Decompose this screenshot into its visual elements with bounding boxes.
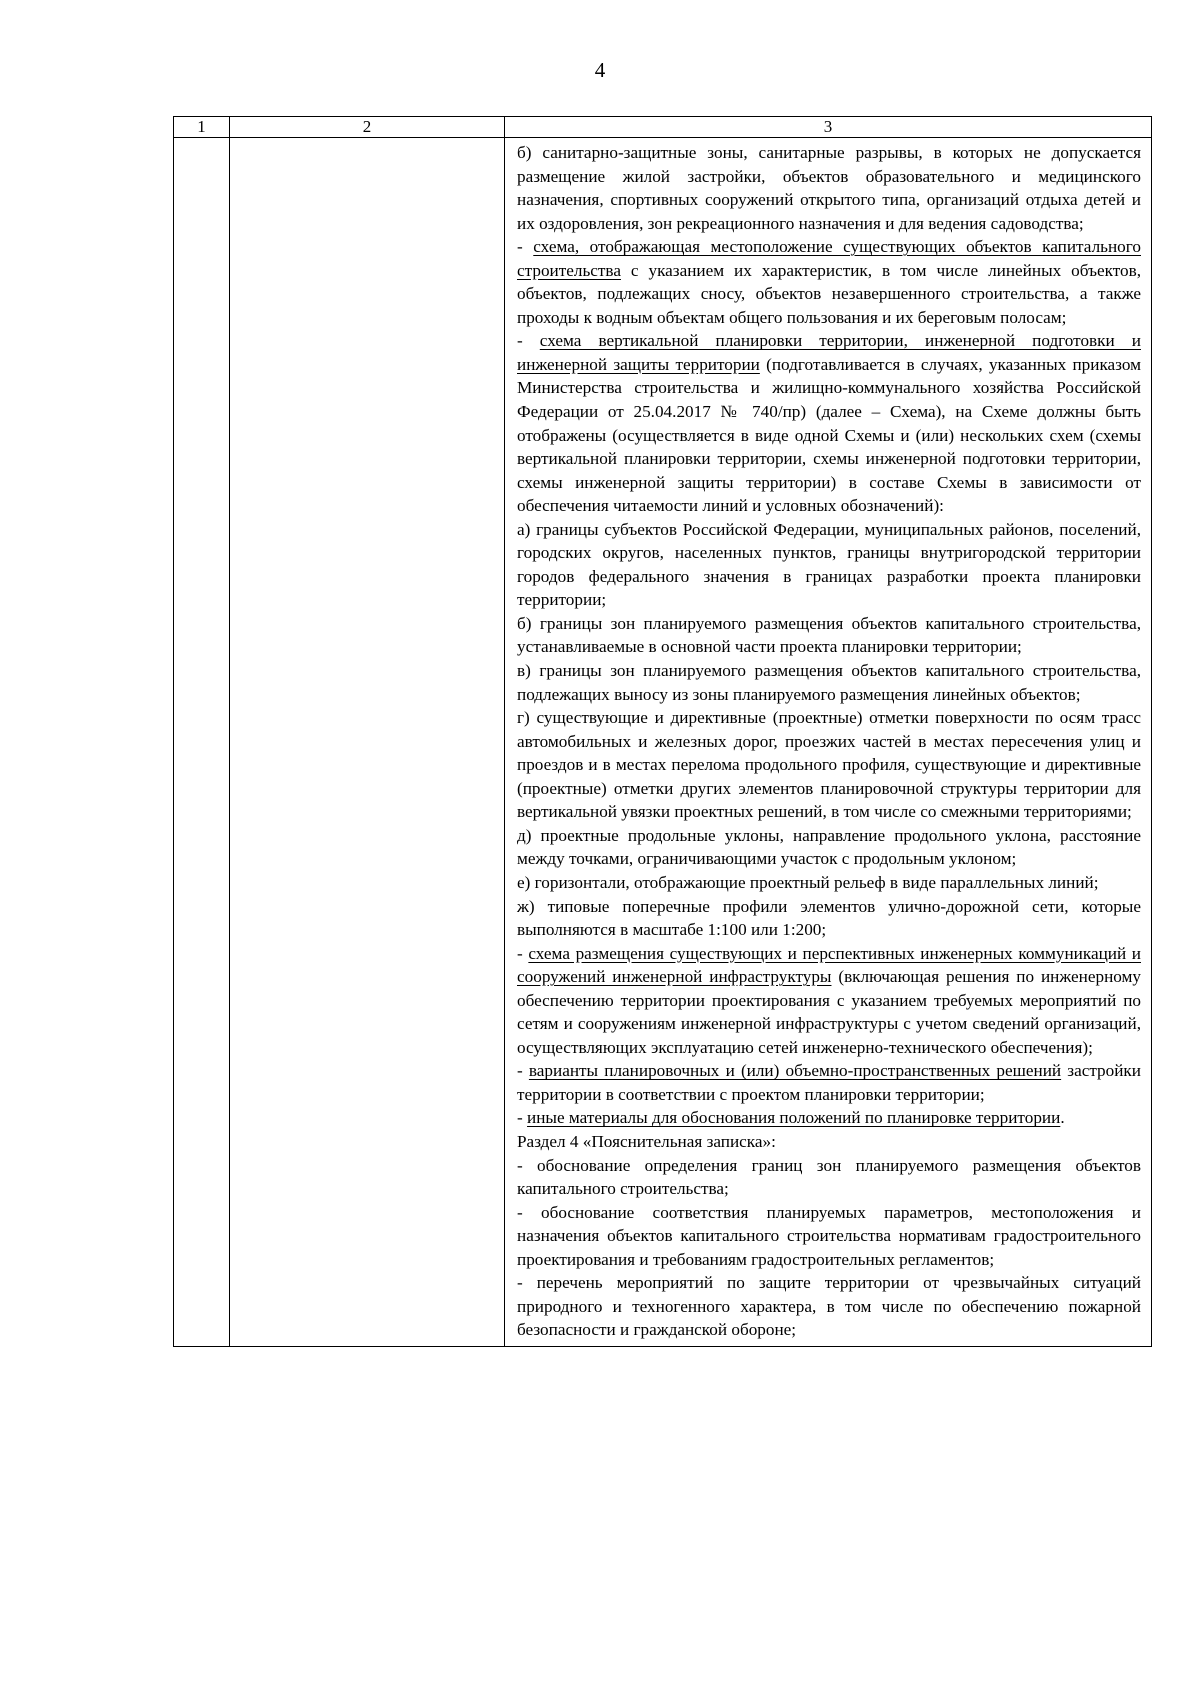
underlined-term: варианты планировочных и (или) объемно-пространственных решений <box>528 1061 1062 1081</box>
column-header-2: 2 <box>230 117 505 138</box>
table-row <box>174 138 1152 1347</box>
paragraph <box>517 895 1141 942</box>
paragraph <box>517 942 1141 1060</box>
paragraph-text: б) границы зон планируемого размещения объектов капитального строительства, устанавливаемые в основной части проекта планировки территории; <box>517 613 1141 657</box>
paragraph-text: - перечень мероприятий по защите территории от чрезвычайных ситуаций природного и техногенного характера, в том числе по обеспечению пожарной безопасности и гражданской обороне; <box>517 1273 1141 1340</box>
paragraph <box>517 1154 1141 1201</box>
paragraph <box>517 706 1141 824</box>
page-number: 4 <box>594 58 606 82</box>
paragraph-text: . <box>1060 1108 1065 1128</box>
paragraph <box>517 1130 1141 1154</box>
paragraph-prefix: - <box>517 237 534 257</box>
paragraph <box>517 1201 1141 1272</box>
paragraph-text: застройки территории в соответствии с проектом планировки территории; <box>517 1061 1141 1104</box>
cell-content <box>505 138 1151 1346</box>
paragraph <box>517 235 1141 329</box>
paragraph <box>517 1271 1141 1342</box>
cell-col-3 <box>505 138 1152 1347</box>
column-header-1: 1 <box>174 117 230 138</box>
paragraph-text: (включающая решения по инженерному обеспечению территории проектирования с указанием требуемых мероприятий по сетям и сооружениям инженерной инфраструктуры с учетом сведений организаций, осуществляющих эксплуатацию сетей инженерно-технического обеспечения); <box>517 967 1141 1057</box>
underlined-term: схема, отображающая местоположение существующих объектов капитального строительства <box>517 237 1141 280</box>
paragraph <box>517 824 1141 871</box>
underlined-term: схема вертикальной планировки территории, инженерной подготовки и инженерной защиты территории <box>517 331 1141 374</box>
document-table <box>173 116 1152 1347</box>
paragraph-text: - обоснование определения границ зон планируемого размещения объектов капитального строительства; <box>517 1155 1141 1199</box>
paragraph-text: е) горизонтали, отображающие проектный рельеф в виде параллельных линий; <box>517 872 1099 892</box>
paragraph <box>517 659 1141 706</box>
paragraph-prefix: - <box>517 943 529 963</box>
paragraph <box>517 141 1141 235</box>
paragraph <box>517 871 1141 895</box>
paragraph-prefix: - <box>517 331 540 351</box>
paragraph <box>517 1059 1141 1106</box>
underlined-term: схема размещения существующих и перспективных инженерных коммуникаций и сооружений инженерной инфраструктуры <box>517 943 1141 987</box>
table-header-row <box>174 117 1152 138</box>
paragraph <box>517 329 1141 517</box>
underlined-term: иные материалы для обоснования положений по планировке территории <box>527 1108 1061 1128</box>
column-header-3: 3 <box>505 117 1152 138</box>
paragraph <box>517 1106 1141 1130</box>
cell-col-2 <box>230 138 505 1347</box>
paragraph-text: с указанием их характеристик, в том числе линейных объектов, объектов, подлежащих сносу, объектов незавершенного строительства, а также проходы к водным объектам общего пользования и их береговым полосам; <box>517 260 1141 327</box>
paragraph-text: в) границы зон планируемого размещения объектов капитального строительства, подлежащих выносу из зоны планируемого размещения линейных объектов; <box>517 661 1141 704</box>
paragraph-prefix: - <box>517 1108 528 1128</box>
paragraph-text: Раздел 4 «Пояснительная записка»: <box>517 1131 776 1151</box>
cell-col-1 <box>174 138 230 1347</box>
paragraph-text: - обоснование соответствия планируемых параметров, местоположения и назначения объектов капитального строительства нормативам градостроительного проектирования и требованиям градостроительных регламентов; <box>517 1202 1141 1269</box>
paragraph-text: а) границы субъектов Российской Федерации, муниципальных районов, поселений, городских округов, населенных пунктов, границы внутригородской территории городов федерального значения в границах разработки проекта планировки территории; <box>517 519 1141 610</box>
paragraph <box>517 518 1141 612</box>
paragraph <box>517 612 1141 659</box>
paragraph-text: ж) типовые поперечные профили элементов улично-дорожной сети, которые выполняются в масштабе 1:100 или 1:200; <box>517 896 1141 940</box>
paragraph-prefix: - <box>517 1061 529 1081</box>
paragraph-text: д) проектные продольные уклоны, направление продольного уклона, расстояние между точками, ограничивающими участок с продольным уклоном; <box>517 825 1141 869</box>
paragraph-text: г) существующие и директивные (проектные) отметки поверхности по осям трасс автомобильных и железных дорог, проезжих частей в местах пересечения улиц и проездов и в местах перелома продольного профиля, существующие и директивные (проектные) отметки других элементов планировочной структуры территории для вертикальной увязки проектных решений, в том числе со смежными территориями; <box>517 708 1141 822</box>
paragraph-text: б) санитарно-защитные зоны, санитарные разрывы, в которых не допускается размещение жилой застройки, объектов образовательного и медицинского назначения, спортивных сооружений открытого типа, организаций отдыха детей и их оздоровления, зон рекреационного назначения и для ведения садоводства; <box>517 143 1141 233</box>
paragraph-text: (подготавливается в случаях, указанных приказом Министерства строительства и жилищно-коммунального хозяйства Российской Федерации от 25.04.2017 № 740/пр) (далее – Схема), на Схеме должны быть отображены (осуществляется в виде одной Схемы и (или) нескольких схем (схемы вертикальной планировки территории, схемы инженерной подготовки территории, схемы инженерной защиты территории) в составе Схемы в зависимости от обеспечения читаемости линий и условных обозначений): <box>517 354 1141 516</box>
